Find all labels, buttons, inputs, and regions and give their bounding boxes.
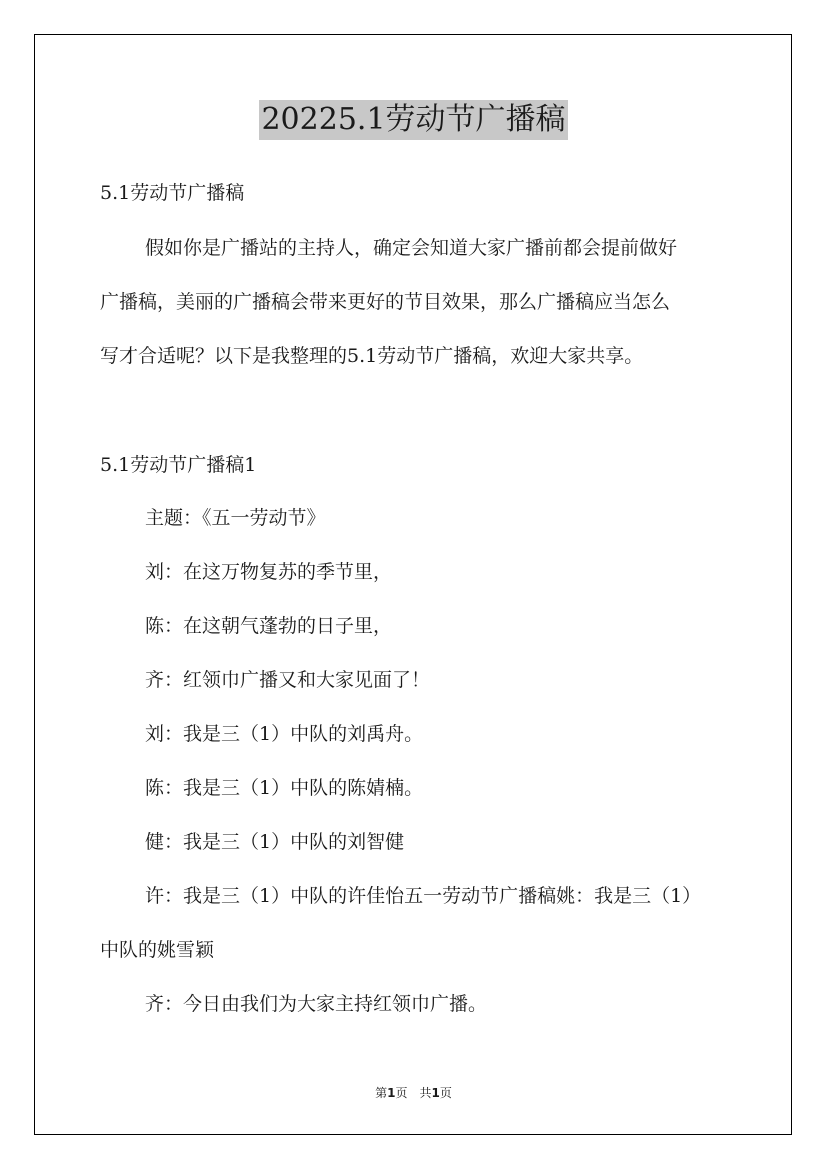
script-line: 主题：《五一劳动节》: [145, 507, 326, 529]
footer-suffix: 页: [439, 1086, 452, 1100]
script-line: 齐：红领巾广播又和大家见面了！: [145, 669, 431, 691]
footer-page-number: 1: [387, 1086, 396, 1100]
script-line: 健：我是三（1）中队的刘智健: [145, 831, 405, 853]
script-line: 陈：在这朝气蓬勃的日子里，: [145, 615, 393, 637]
document-title: 20225.1劳动节广播稿: [259, 100, 567, 140]
script-line: 陈：我是三（1）中队的陈婧楠。: [145, 777, 424, 799]
script-line-wrap: 中队的姚雪颖: [100, 939, 215, 961]
script-line: 刘：我是三（1）中队的刘禹舟。: [145, 723, 424, 745]
intro-paragraph-line: 广播稿，美丽的广播稿会带来更好的节目效果，那么广播稿应当怎么: [100, 291, 671, 313]
footer-prefix: 第: [375, 1086, 388, 1100]
intro-paragraph-line: 假如你是广播站的主持人，确定会知道大家广播前都会提前做好: [145, 237, 678, 259]
page-footer: [0, 1084, 827, 1101]
section-heading: 5.1劳动节广播稿: [100, 182, 245, 204]
script-line: 齐：今日由我们为大家主持红领巾广播。: [145, 993, 488, 1015]
footer-mid: 页 共: [395, 1086, 432, 1100]
section-heading: 5.1劳动节广播稿1: [100, 454, 257, 476]
intro-paragraph-line: 写才合适呢？以下是我整理的5.1劳动节广播稿，欢迎大家共享。: [100, 345, 644, 367]
script-line: 刘：在这万物复苏的季节里，: [145, 561, 393, 583]
script-line: 许：我是三（1）中队的许佳怡五一劳动节广播稿姚：我是三（1）: [145, 885, 702, 907]
title-container: [0, 100, 827, 140]
footer-page-total: 1: [431, 1086, 440, 1100]
